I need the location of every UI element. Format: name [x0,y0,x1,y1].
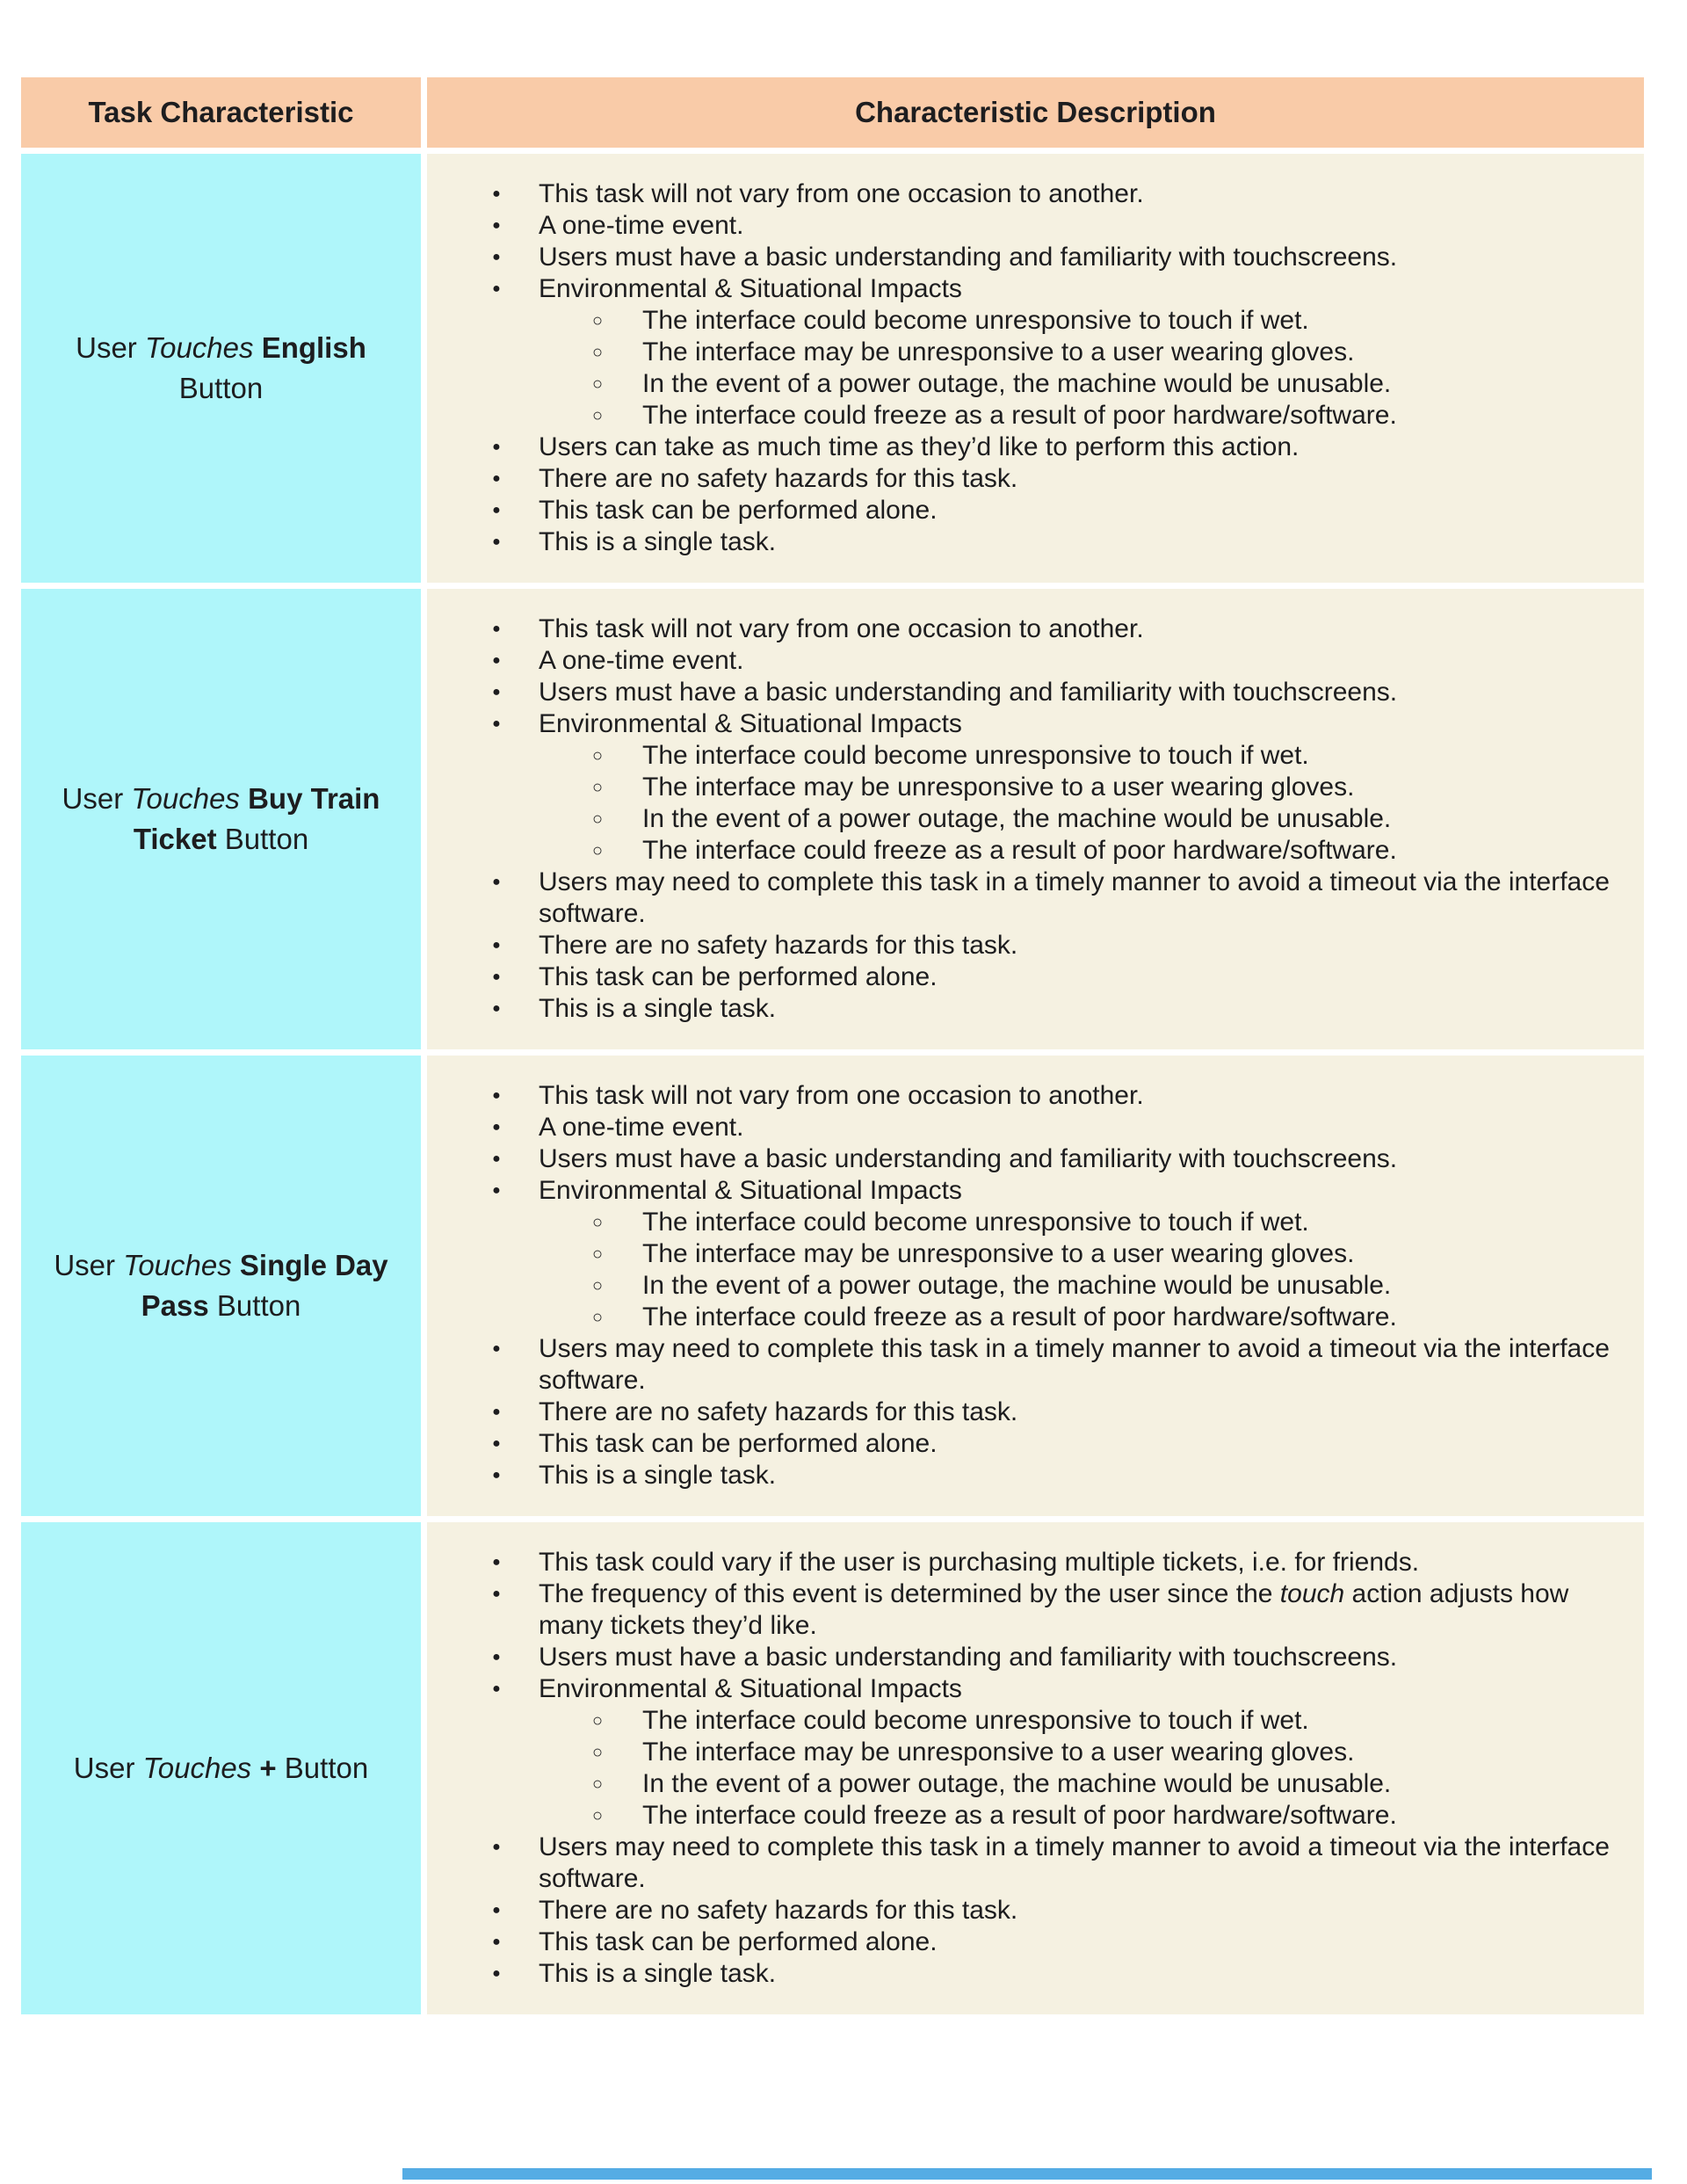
bullet-list [427,1080,1612,1491]
bullet-text [642,1801,1397,1830]
text-segment: This is a single task. [539,994,777,1023]
characteristic-description-cell [427,589,1644,1049]
text-segment: Button [276,1752,369,1784]
bullet-item [427,242,1612,273]
bullet-marker: ● [492,471,501,486]
bullet-text [539,1579,1568,1640]
task-characteristic-cell [21,154,421,583]
bullet-marker: ● [492,1903,501,1918]
circle-marker: ○ [591,1276,604,1295]
text-segment: User [73,1752,143,1784]
bullet-item [427,1428,1612,1460]
bullet-text [539,1674,962,1703]
bullet-item [427,993,1612,1025]
bullet-item [427,1832,1612,1895]
sub-bullet-item [427,1737,1612,1768]
bullet-text [539,527,776,556]
bullet-item [427,645,1612,677]
text-segment: This task can be performed alone. [539,1927,938,1956]
text-segment [254,331,262,364]
text-segment: English [261,331,366,364]
bullet-text [539,614,1144,643]
bullet-text [642,773,1354,802]
table-row [21,1522,1644,2014]
bullet-item [427,273,1612,305]
task-label [39,328,403,409]
text-segment: This task can be performed alone. [539,1429,938,1458]
table-row [21,589,1644,1049]
text-segment: Touches [131,782,240,815]
task-characteristic-cell [21,589,421,1049]
bullet-text [539,678,1397,707]
text-segment: Button [178,372,264,404]
sub-bullet-item [427,1705,1612,1737]
bullet-text [539,432,1299,461]
bullet-marker: ● [492,1151,501,1166]
bullet-list [427,1547,1612,1990]
text-segment: This is a single task. [539,527,777,556]
text-segment: The interface could become unresponsive to touch if wet. [642,741,1309,770]
bullet-marker: ● [492,938,501,953]
bullet-text [539,464,1017,493]
sub-bullet-item [427,835,1612,867]
text-segment: This is a single task. [539,1461,777,1490]
bullet-marker: ● [492,1088,501,1103]
bullet-text [642,1738,1354,1767]
bullet-item [427,463,1612,495]
circle-marker: ○ [591,1774,604,1794]
text-segment: Button [216,823,309,855]
text-segment: Users must have a basic understanding and familiarity with touchscreens. [539,1643,1398,1672]
bullet-text [539,1959,776,1988]
bullet-text [642,1239,1354,1268]
sub-bullet-item [427,740,1612,772]
bullet-item [427,930,1612,961]
bullet-marker: ● [492,1681,501,1696]
text-segment: User [62,782,132,815]
bullet-text [539,1334,1610,1395]
text-segment: This task will not vary from one occasion to another. [539,1081,1144,1110]
text-segment: Users may need to complete this task in a timely manner to avoid a timeout via the interface software. [539,1832,1610,1893]
sub-bullet-item [427,1207,1612,1238]
bullet-marker: ● [492,250,501,265]
bullet-text [642,369,1391,398]
bullet-text [642,306,1309,335]
bullet-text [539,709,962,738]
bullet-text [539,496,938,525]
text-segment: In the event of a power outage, the machine would be unusable. [642,1271,1392,1300]
text-segment: touch [1279,1579,1345,1608]
text-segment: Button [208,1289,301,1322]
bullet-text [642,1271,1391,1300]
sub-bullet-item [427,1238,1612,1270]
text-segment: There are no safety hazards for this task. [539,1397,1018,1426]
bullet-marker: ● [492,1586,501,1601]
circle-marker: ○ [591,1711,604,1731]
text-segment: Pass [141,1289,209,1322]
table-row [21,1056,1644,1516]
task-label [39,779,403,860]
text-segment: Single Day [239,1249,388,1281]
bullet-item [427,961,1612,993]
bullet-marker: ● [492,621,501,636]
bullet-text [642,804,1391,833]
bullet-marker: ● [492,1404,501,1419]
sub-bullet-item [427,1768,1612,1800]
bullet-list [427,613,1612,1025]
characteristic-description-cell [427,154,1644,583]
column-header-task-characteristic: Task Characteristic [21,77,421,148]
bullet-item [427,1112,1612,1143]
bullet-item [427,708,1612,740]
bullet-marker: ● [492,218,501,233]
text-segment: Users can take as much time as they’d like to perform this action. [539,432,1300,461]
bullet-marker: ● [492,1468,501,1483]
text-segment: In the event of a power outage, the machine would be unusable. [642,804,1392,833]
bullet-item [427,1175,1612,1207]
next-page-table-edge-bar [402,2168,1652,2180]
sub-bullet-item [427,772,1612,803]
bullet-text [642,1706,1309,1735]
text-segment: This is a single task. [539,1959,777,1988]
bullet-text [539,1896,1017,1925]
text-segment: The interface may be unresponsive to a user wearing gloves. [642,337,1355,366]
bullet-marker: ● [492,1934,501,1949]
circle-marker: ○ [591,1806,604,1825]
circle-marker: ○ [591,311,604,330]
bullet-text [642,741,1309,770]
bullet-text [539,1144,1397,1173]
bullet-text [539,243,1397,272]
sub-bullet-item [427,400,1612,432]
text-segment: The interface could freeze as a result of poor hardware/software. [642,1302,1397,1331]
bullet-text [539,867,1610,928]
bullet-text [642,1769,1391,1798]
bullet-item [427,1547,1612,1578]
bullet-item [427,495,1612,526]
bullet-item [427,613,1612,645]
text-segment: Environmental & Situational Impacts [539,709,962,738]
text-segment: Users may need to complete this task in a timely manner to avoid a timeout via the interface software. [539,1334,1610,1395]
bullet-item [427,1673,1612,1705]
bullet-marker: ● [492,1650,501,1665]
circle-marker: ○ [591,809,604,829]
bullet-text [642,401,1397,430]
text-segment: Users must have a basic understanding and familiarity with touchscreens. [539,243,1398,272]
task-characteristic-cell [21,1522,421,2014]
text-segment: This task could vary if the user is purchasing multiple tickets, i.e. for friends. [539,1548,1420,1577]
sub-bullet-item [427,1800,1612,1832]
text-segment: action adjusts how many tickets they’d like. [539,1579,1569,1640]
bullet-marker: ● [492,1001,501,1016]
bullet-item [427,178,1612,210]
bullet-marker: ● [492,685,501,700]
bullet-text [642,1302,1397,1331]
sub-bullet-item [427,337,1612,368]
bullet-marker: ● [492,1183,501,1198]
bullet-item [427,1642,1612,1673]
bullet-text [539,1429,938,1458]
bullet-marker: ● [492,874,501,889]
text-segment: A one-time event. [539,646,744,675]
bullet-item [427,1397,1612,1428]
sub-bullet-item [427,368,1612,400]
bullet-item [427,1958,1612,1990]
characteristic-description-cell [427,1522,1644,2014]
bullet-text [539,1548,1419,1577]
text-segment: This task will not vary from one occasion to another. [539,179,1144,208]
sub-bullet-item [427,1302,1612,1333]
text-segment [240,782,248,815]
text-segment: The interface could become unresponsive to touch if wet. [642,1706,1309,1735]
text-segment: The interface could freeze as a result of poor hardware/software. [642,1801,1397,1830]
text-segment: The frequency of this event is determined by the user since the [539,1579,1280,1608]
text-segment: Touches [144,331,254,364]
bullet-text [539,1397,1017,1426]
text-segment: Touches [123,1249,232,1281]
bullet-item [427,867,1612,930]
bullet-text [539,1832,1610,1893]
bullet-item [427,432,1612,463]
bullet-text [539,994,776,1023]
bullet-marker: ● [492,439,501,454]
circle-marker: ○ [591,1308,604,1327]
bullet-item [427,210,1612,242]
text-segment: The interface could freeze as a result of poor hardware/software. [642,401,1397,430]
characteristic-description-cell [427,1056,1644,1516]
text-segment: Users must have a basic understanding and familiarity with touchscreens. [539,1144,1398,1173]
text-segment: User [76,331,145,364]
bullet-marker: ● [492,969,501,984]
bullet-text [539,931,1017,960]
bullet-text [539,179,1144,208]
circle-marker: ○ [591,1213,604,1232]
text-segment [232,1249,240,1281]
text-segment: In the event of a power outage, the machine would be unusable. [642,1769,1392,1798]
bullet-text [539,646,743,675]
text-segment: The interface could become unresponsive to touch if wet. [642,306,1309,335]
text-segment: User [54,1249,124,1281]
bullet-text [539,1643,1397,1672]
task-label [39,1245,403,1326]
text-segment [251,1752,259,1784]
circle-marker: ○ [591,778,604,797]
bullet-item [427,1333,1612,1397]
bullet-marker: ● [492,1555,501,1570]
bullet-text [539,274,962,303]
bullet-text [642,1208,1309,1237]
circle-marker: ○ [591,841,604,860]
circle-marker: ○ [591,746,604,765]
circle-marker: ○ [591,343,604,362]
text-segment: This task can be performed alone. [539,962,938,991]
column-header-characteristic-description: Characteristic Description [427,77,1644,148]
circle-marker: ○ [591,1743,604,1762]
text-segment: A one-time event. [539,211,744,240]
bullet-list [427,178,1612,558]
bullet-item [427,1460,1612,1491]
text-segment: This task will not vary from one occasion to another. [539,614,1144,643]
bullet-marker: ● [492,1839,501,1854]
bullet-text [539,211,743,240]
text-segment: Environmental & Situational Impacts [539,1176,962,1205]
task-characteristic-cell [21,1056,421,1516]
text-segment: The interface may be unresponsive to a user wearing gloves. [642,773,1355,802]
bullet-text [539,1081,1144,1110]
text-segment: The interface may be unresponsive to a user wearing gloves. [642,1738,1355,1767]
bullet-text [642,836,1397,865]
bullet-marker: ● [492,281,501,296]
bullet-marker: ● [492,503,501,518]
text-segment: The interface could become unresponsive to touch if wet. [642,1208,1309,1237]
bullet-marker: ● [492,1966,501,1981]
text-segment: This task can be performed alone. [539,496,938,525]
bullet-marker: ● [492,653,501,668]
bullet-text [539,1113,743,1142]
text-segment: There are no safety hazards for this task. [539,1896,1018,1925]
text-segment: The interface may be unresponsive to a user wearing gloves. [642,1239,1355,1268]
bullet-item [427,1143,1612,1175]
sub-bullet-item [427,1270,1612,1302]
task-characteristics-table [15,71,1650,2021]
bullet-text [539,1461,776,1490]
text-segment: Users must have a basic understanding and familiarity with touchscreens. [539,678,1398,707]
text-segment: Ticket [133,823,217,855]
bullet-marker: ● [492,1341,501,1356]
text-segment: Environmental & Situational Impacts [539,274,962,303]
text-segment: Environmental & Situational Impacts [539,1674,962,1703]
bullet-marker: ● [492,1120,501,1135]
bullet-item [427,1926,1612,1958]
bullet-marker: ● [492,534,501,549]
text-segment: Touches [142,1752,252,1784]
sub-bullet-item [427,305,1612,337]
bullet-item [427,1578,1612,1642]
circle-marker: ○ [591,1244,604,1264]
circle-marker: ○ [591,374,604,394]
bullet-text [539,962,938,991]
text-segment: There are no safety hazards for this task. [539,931,1018,960]
bullet-marker: ● [492,1436,501,1451]
header-row [21,77,1644,148]
bullet-item [427,1895,1612,1926]
text-segment: + [259,1752,277,1784]
table-row [21,154,1644,583]
bullet-marker: ● [492,716,501,731]
bullet-item [427,1080,1612,1112]
text-segment: In the event of a power outage, the machine would be unusable. [642,369,1392,398]
text-segment: The interface could freeze as a result of poor hardware/software. [642,836,1397,865]
bullet-text [539,1176,962,1205]
sub-bullet-item [427,803,1612,835]
bullet-item [427,677,1612,708]
text-segment: Users may need to complete this task in a timely manner to avoid a timeout via the interface software. [539,867,1610,928]
bullet-marker: ● [492,186,501,201]
bullet-text [642,337,1354,366]
bullet-text [539,1927,938,1956]
text-segment: Buy Train [248,782,380,815]
task-label [39,1748,403,1789]
text-segment: A one-time event. [539,1113,744,1142]
circle-marker: ○ [591,406,604,425]
bullet-item [427,526,1612,558]
text-segment: There are no safety hazards for this task. [539,464,1018,493]
